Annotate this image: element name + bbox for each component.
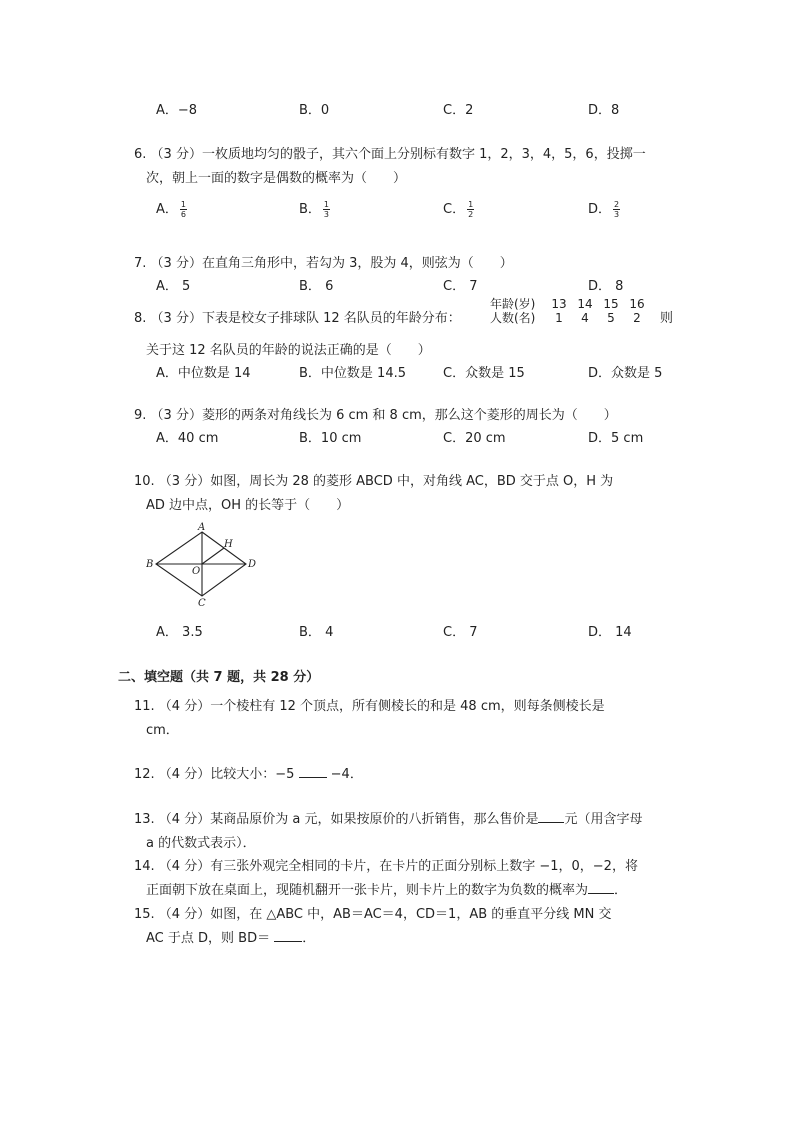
table-cell: 16 bbox=[629, 297, 645, 311]
table-cell: 4 bbox=[581, 311, 589, 325]
fraction: $\frac{1}{3}$ bbox=[323, 200, 330, 219]
table-cell: 14 bbox=[577, 297, 593, 311]
q6-option-c: C． $\frac{1}{2}$ bbox=[443, 200, 474, 219]
label-b: B bbox=[146, 559, 154, 570]
q8-option-c: C．众数是 15 bbox=[443, 366, 525, 381]
q5-option-a: A．−8 bbox=[156, 103, 198, 118]
q9-option-d: D．5 cm bbox=[588, 431, 644, 446]
table-header-count: 人数(名) bbox=[490, 311, 536, 325]
rhombus-figure bbox=[146, 522, 258, 606]
q7-option-a: A． 5 bbox=[156, 279, 191, 294]
q5-option-c: C．2 bbox=[443, 103, 474, 118]
q8-option-d: D．众数是 5 bbox=[588, 366, 663, 381]
label-o: O bbox=[192, 566, 201, 577]
answer-blank[interactable] bbox=[299, 765, 327, 778]
fraction: $\frac{2}{3}$ bbox=[614, 200, 620, 219]
table-cell: 15 bbox=[603, 297, 619, 311]
q9-option-a: A．40 cm bbox=[156, 431, 219, 446]
table-cell: 5 bbox=[607, 311, 615, 325]
q6-option-d: D． $\frac{2}{3}$ bbox=[588, 200, 620, 219]
q14-suffix: ． bbox=[614, 883, 628, 898]
q6-option-a: A． $\frac{1}{6}$ bbox=[156, 200, 186, 219]
q6-stem-line2: 次，朝上一面的数字是偶数的概率为（ ） bbox=[146, 171, 407, 186]
q7-option-d: D． 8 bbox=[588, 279, 624, 294]
table-cell: 13 bbox=[551, 297, 567, 311]
table-cell: 1 bbox=[555, 311, 563, 325]
q9-stem: 9. （3 分）菱形的两条对角线长为 6 cm 和 8 cm，那么这个菱形的周长为（ ） bbox=[134, 408, 617, 423]
table-row-count bbox=[490, 311, 650, 325]
q8-stem-line2: 关于这 12 名队员的年龄的说法正确的是（ ） bbox=[146, 343, 431, 358]
q7-stem: 7. （3 分）在直角三角形中，若勾为 3，股为 4，则弦为（ ） bbox=[134, 256, 513, 271]
q8-option-b: B．中位数是 14.5 bbox=[299, 366, 406, 381]
q8-option-a: A．中位数是 14 bbox=[156, 366, 251, 381]
q8-age-table bbox=[490, 297, 650, 325]
table-row-age bbox=[490, 297, 650, 311]
table-header-age: 年龄(岁) bbox=[490, 297, 536, 311]
q10-option-c: C． 7 bbox=[443, 625, 478, 640]
q7-option-b: B． 6 bbox=[299, 279, 334, 294]
q15-suffix: ． bbox=[302, 931, 316, 946]
q12-stem bbox=[134, 763, 363, 782]
fraction: $\frac{1}{6}$ bbox=[180, 200, 186, 219]
q13-suffix: 元（用含字母 bbox=[564, 812, 643, 827]
q6-option-b: B． $\frac{1}{3}$ bbox=[299, 200, 330, 219]
q15-stem-line1: 15. （4 分）如图，在 △ABC 中，AB＝AC＝4，CD＝1，AB 的垂直平分线 MN 交 bbox=[134, 907, 612, 922]
q8-after-table: 则 bbox=[660, 311, 674, 326]
q13-prefix: 13. （4 分）某商品原价为 a 元，如果按原价的八折销售，那么售价是 bbox=[134, 812, 539, 827]
label-a: A bbox=[198, 522, 206, 533]
fraction: $\frac{1}{2}$ bbox=[468, 200, 474, 219]
answer-blank[interactable] bbox=[274, 929, 302, 942]
q14-stem-line1: 14. （4 分）有三张外观完全相同的卡片，在卡片的正面分别标上数字 −1，0，−2，将 bbox=[134, 859, 638, 874]
q5-option-b: B．0 bbox=[299, 103, 330, 118]
q11-stem-line2: cm． bbox=[146, 723, 179, 738]
q10-stem-line2: AD 边中点，OH 的长等于（ ） bbox=[146, 498, 350, 513]
q9-option-c: C．20 cm bbox=[443, 431, 506, 446]
q6-stem-line1: 6. （3 分）一枚质地均匀的骰子，其六个面上分别标有数字 1，2，3，4，5，6，投掷一 bbox=[134, 147, 646, 162]
label-h: H bbox=[224, 539, 233, 550]
q14-stem-line2 bbox=[146, 879, 627, 898]
q7-option-c: C． 7 bbox=[443, 279, 478, 294]
q10-option-a: A． 3.5 bbox=[156, 625, 203, 640]
q9-option-b: B．10 cm bbox=[299, 431, 362, 446]
answer-blank[interactable] bbox=[538, 810, 564, 823]
q5-option-d: D．8 bbox=[588, 103, 620, 118]
label-c: C bbox=[198, 598, 206, 606]
q11-stem-line1: 11. （4 分）一个棱柱有 12 个顶点，所有侧棱长的和是 48 cm，则每条侧棱长是 bbox=[134, 699, 605, 714]
q15-prefix: AC 于点 D，则 BD＝ bbox=[146, 931, 271, 946]
q10-option-b: B． 4 bbox=[299, 625, 334, 640]
segment-oh bbox=[202, 548, 224, 564]
q12-suffix: −4． bbox=[330, 767, 363, 782]
q15-stem-line2 bbox=[146, 927, 315, 946]
q12-prefix: 12. （4 分）比较大小：−5 bbox=[134, 767, 295, 782]
answer-blank[interactable] bbox=[588, 881, 614, 894]
label-d: D bbox=[248, 559, 257, 570]
table-cell: 2 bbox=[633, 311, 641, 325]
q13-stem-line1 bbox=[134, 808, 642, 827]
section-title-fill-in: 二、填空题（共 7 题，共 28 分） bbox=[118, 670, 320, 685]
q10-stem-line1: 10. （3 分）如图，周长为 28 的菱形 ABCD 中，对角线 AC，BD 交于点 O，H 为 bbox=[134, 474, 614, 489]
q13-stem-line2: a 的代数式表示）． bbox=[146, 836, 256, 851]
q8-stem-line1: 8. （3 分）下表是校女子排球队 12 名队员的年龄分布： bbox=[134, 311, 461, 326]
q14-prefix: 正面朝下放在桌面上，现随机翻开一张卡片，则卡片上的数字为负数的概率为 bbox=[146, 883, 589, 898]
q10-option-d: D． 14 bbox=[588, 625, 632, 640]
